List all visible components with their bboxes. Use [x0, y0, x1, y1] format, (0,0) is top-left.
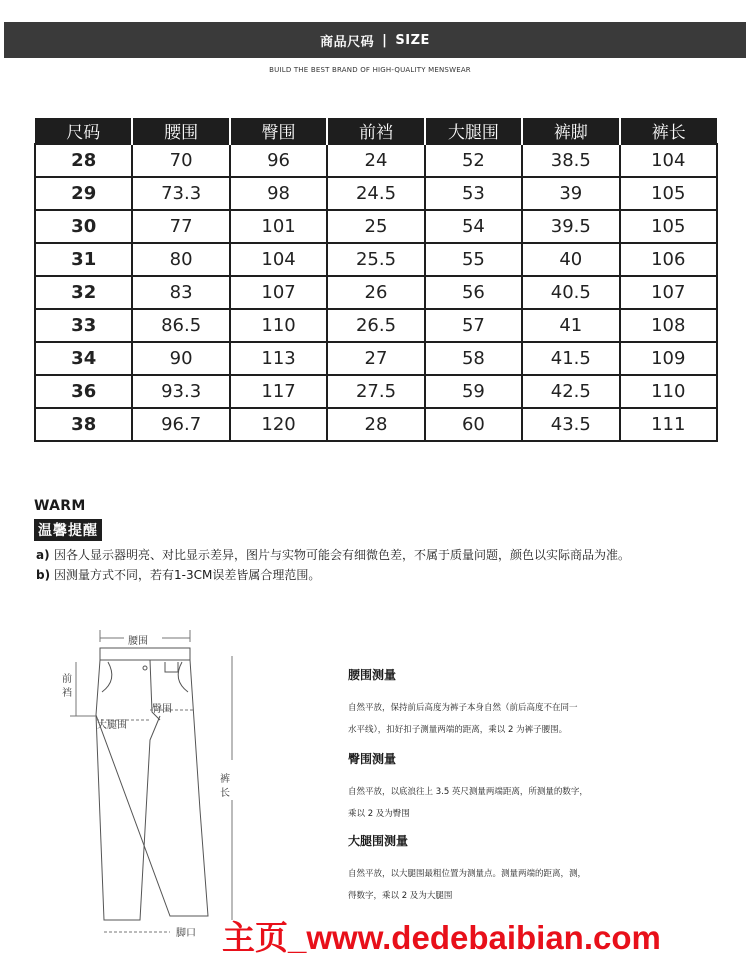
measure-cell: 107	[620, 276, 717, 309]
section-text: 自然平放，保持前后高度为裤子本身自然（前后高度不在同一	[348, 703, 578, 713]
label-rise-2: 裆	[62, 688, 72, 699]
table-row	[35, 144, 717, 177]
label-waist: 腰围	[128, 636, 148, 647]
measure-cell: 41.5	[522, 342, 619, 375]
thigh-measure-section	[348, 832, 648, 907]
label-rise-1: 前	[62, 674, 72, 685]
brand-line: BUILD THE BEST BRAND OF HIGH-QUALITY MENSWEAR	[269, 66, 471, 74]
note-item	[36, 567, 636, 584]
header-separator: |	[382, 32, 388, 48]
header-title-en: SIZE	[395, 32, 430, 48]
label-hip: 臀围	[152, 704, 172, 715]
measure-cell: 41	[522, 309, 619, 342]
measure-cell: 55	[425, 243, 522, 276]
measure-cell: 40.5	[522, 276, 619, 309]
header-bar	[4, 22, 746, 58]
table-row	[35, 375, 717, 408]
measure-cell: 83	[132, 276, 229, 309]
measure-cell: 101	[230, 210, 327, 243]
measure-cell: 27.5	[327, 375, 424, 408]
measure-cell: 96.7	[132, 408, 229, 441]
table-row	[35, 243, 717, 276]
size-cell: 33	[35, 309, 132, 342]
measure-cell: 104	[620, 144, 717, 177]
label-thigh: 大腿围	[97, 720, 127, 731]
table-header-row	[35, 118, 717, 144]
header-title-cn: 商品尺码	[320, 34, 375, 50]
measure-cell: 98	[230, 177, 327, 210]
size-cell: 28	[35, 144, 132, 177]
column-header: 大腿围	[425, 118, 522, 144]
measure-cell: 24	[327, 144, 424, 177]
measure-cell: 77	[132, 210, 229, 243]
note-item	[36, 547, 636, 564]
measure-cell: 43.5	[522, 408, 619, 441]
section-text: 自然平放，以大腿围最粗位置为测量点。测量两端的距离，测，	[348, 869, 587, 879]
measure-cell: 105	[620, 177, 717, 210]
warm-title: WARM	[34, 498, 86, 514]
measure-cell: 108	[620, 309, 717, 342]
measure-cell: 25.5	[327, 243, 424, 276]
pants-diagram	[0, 620, 260, 944]
label-length-1: 裤	[220, 774, 230, 785]
size-table-body	[35, 144, 717, 441]
watermark: 主页_www.dedebaibian.com	[222, 919, 661, 956]
table-row	[35, 210, 717, 243]
measure-cell: 59	[425, 375, 522, 408]
notes-list	[36, 547, 636, 587]
measure-cell: 38.5	[522, 144, 619, 177]
measure-cell: 27	[327, 342, 424, 375]
size-cell: 30	[35, 210, 132, 243]
measure-cell: 109	[620, 342, 717, 375]
measure-cell: 107	[230, 276, 327, 309]
column-header: 臀围	[230, 118, 327, 144]
column-header: 裤长	[620, 118, 717, 144]
label-hem: 脚口	[176, 928, 196, 939]
measure-cell: 42.5	[522, 375, 619, 408]
measure-cell: 57	[425, 309, 522, 342]
measure-cell: 73.3	[132, 177, 229, 210]
size-table	[34, 118, 718, 442]
column-header: 前裆	[327, 118, 424, 144]
measure-cell: 93.3	[132, 375, 229, 408]
measure-cell: 111	[620, 408, 717, 441]
measure-cell: 80	[132, 243, 229, 276]
measure-cell: 110	[230, 309, 327, 342]
section-title: 臀围测量	[348, 752, 397, 766]
column-header: 腰围	[132, 118, 229, 144]
table-row	[35, 408, 717, 441]
measure-cell: 110	[620, 375, 717, 408]
measure-cell: 56	[425, 276, 522, 309]
size-cell: 38	[35, 408, 132, 441]
measure-cell: 25	[327, 210, 424, 243]
column-header: 裤脚	[522, 118, 619, 144]
section-title: 大腿围测量	[348, 834, 409, 848]
warm-badge: 温馨提醒	[34, 519, 102, 541]
size-cell: 31	[35, 243, 132, 276]
measure-cell: 90	[132, 342, 229, 375]
measure-cell: 28	[327, 408, 424, 441]
note-mark: a)	[36, 548, 50, 562]
measure-cell: 113	[230, 342, 327, 375]
measure-cell: 86.5	[132, 309, 229, 342]
label-length-2: 长	[220, 788, 230, 799]
section-text: 得数字，乘以 2 及为大腿围	[348, 891, 453, 901]
measure-cell: 54	[425, 210, 522, 243]
measure-cell: 39	[522, 177, 619, 210]
note-mark: b)	[36, 568, 51, 582]
measure-cell: 26.5	[327, 309, 424, 342]
size-cell: 29	[35, 177, 132, 210]
waist-measure-section	[348, 666, 648, 741]
size-cell: 36	[35, 375, 132, 408]
size-cell: 34	[35, 342, 132, 375]
measure-cell: 53	[425, 177, 522, 210]
measure-cell: 58	[425, 342, 522, 375]
measure-cell: 70	[132, 144, 229, 177]
section-text: 自然平放，以底浪往上 3.5 英尺测量两端距离，所测量的数字，	[348, 787, 588, 797]
measure-cell: 117	[230, 375, 327, 408]
table-row	[35, 309, 717, 342]
measure-cell: 39.5	[522, 210, 619, 243]
measure-cell: 105	[620, 210, 717, 243]
table-row	[35, 342, 717, 375]
measure-cell: 104	[230, 243, 327, 276]
measure-cell: 106	[620, 243, 717, 276]
measure-cell: 96	[230, 144, 327, 177]
measure-cell: 60	[425, 408, 522, 441]
measure-cell: 26	[327, 276, 424, 309]
section-title: 腰围测量	[348, 668, 397, 682]
note-text: 因测量方式不同，若有1-3CM误差皆属合理范围。	[54, 568, 321, 582]
column-header: 尺码	[35, 118, 132, 144]
measure-cell: 52	[425, 144, 522, 177]
measure-cell: 120	[230, 408, 327, 441]
measure-cell: 40	[522, 243, 619, 276]
hip-measure-section	[348, 750, 648, 825]
measure-cell: 24.5	[327, 177, 424, 210]
table-row	[35, 276, 717, 309]
size-cell: 32	[35, 276, 132, 309]
note-text: 因各人显示器明亮、对比显示差异，图片与实物可能会有细微色差，不属于质量问题，颜色以实际商品为准。	[54, 548, 631, 562]
section-text: 水平线），扣好扣子测量两端的距离，乘以 2 为裤子腰围。	[348, 725, 568, 735]
table-row	[35, 177, 717, 210]
section-text: 乘以 2 及为臀围	[348, 809, 410, 819]
